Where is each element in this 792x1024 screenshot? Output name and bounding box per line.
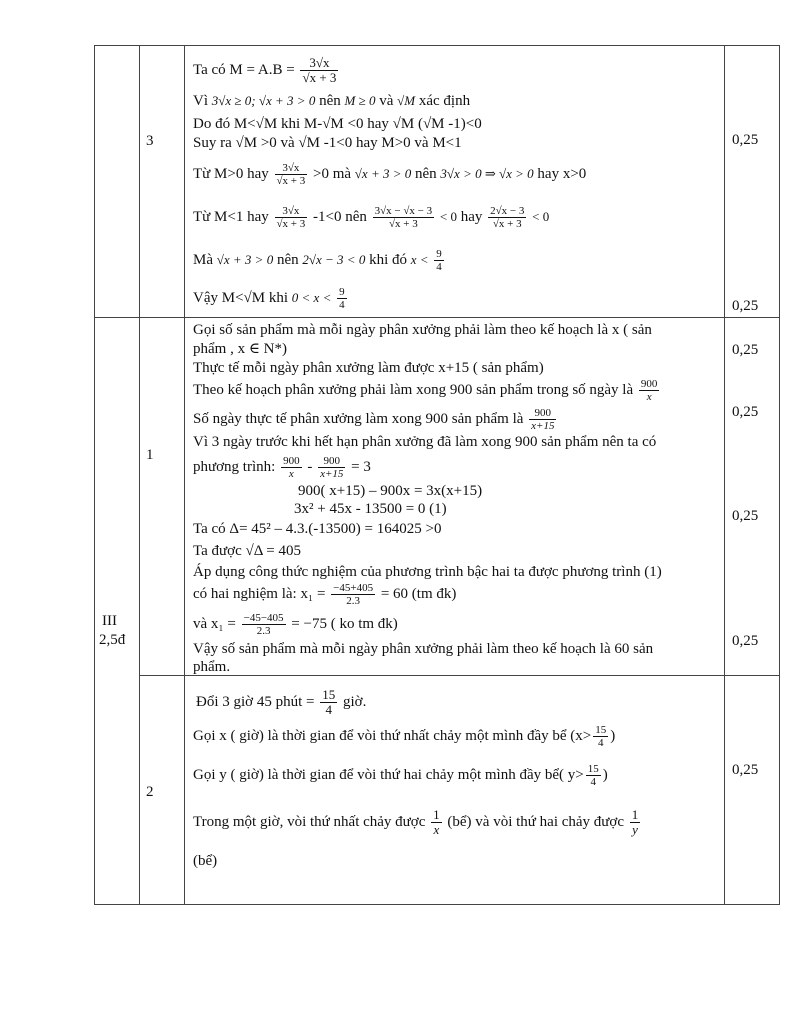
r2-line-2: phẩm , x ∈ N*) — [193, 341, 288, 357]
score-r2-d: 0,25 — [732, 633, 759, 649]
numerator: 3√x — [275, 205, 308, 218]
question-number-1: 1 — [146, 447, 154, 463]
table-divider-score — [724, 45, 725, 905]
math: 3√x > 0 ⇒ √x > 0 — [440, 165, 534, 181]
denominator: 4 — [436, 261, 442, 273]
r1-line-4: Suy ra √M >0 và √M -1<0 hay M>0 và M<1 — [193, 135, 462, 151]
score-r2-c: 0,25 — [732, 508, 759, 524]
fraction-combined — [373, 205, 434, 230]
r2-line-13 — [193, 582, 456, 607]
r2-line-16: phẩm. — [193, 659, 231, 675]
numerator: 1 — [631, 807, 639, 822]
math: 0 < x < — [291, 289, 332, 305]
condition: 3√x ≥ 0; √x + 3 > 0 — [211, 93, 316, 108]
r2-line-15: Vậy số sản phẩm mà mỗi ngày phân xưởng phải làm theo kế hoạch là 60 sản — [193, 641, 654, 657]
fraction-900-x15-b — [318, 455, 345, 480]
text: nên — [415, 165, 437, 182]
denominator: x — [646, 391, 652, 403]
math: √x + 3 > 0 — [216, 251, 274, 267]
text: Ta có M = A.B = — [193, 61, 295, 78]
denominator: 4 — [597, 737, 604, 749]
r1-line-3: Do đó M<√M khi M-√M <0 hay √M (√M -1)<0 — [193, 116, 482, 132]
r2-line-7 — [193, 455, 371, 480]
denominator: √x + 3 — [388, 218, 418, 230]
denominator: 4 — [590, 776, 596, 788]
r2-line-1: Gọi số sản phẩm mà mỗi ngày phân xưởng phải làm theo kế hoạch là x ( sản — [193, 322, 652, 338]
text: có hai nghiệm là: x₁ = — [193, 585, 326, 602]
r1-line-7 — [193, 248, 446, 273]
r2-line-4 — [193, 378, 661, 403]
text: >0 mà — [313, 165, 352, 182]
numerator: −45−405 — [243, 612, 284, 624]
text: ) — [602, 766, 608, 783]
text: Vậy M<√M khi — [193, 289, 289, 306]
r1-line-8 — [193, 286, 349, 311]
numerator: 900 — [318, 455, 345, 468]
text: Gọi y ( giờ) là thời gian để vòi thứ hai chảy một mình đầy bể( y> — [193, 766, 584, 783]
score-r2-a: 0,25 — [732, 342, 759, 358]
text: khi đó — [369, 251, 407, 268]
fraction-15-4 — [320, 688, 337, 717]
r3-line-5: (bể) — [193, 853, 218, 869]
denominator: √x + 3 — [276, 175, 306, 187]
text: - — [307, 458, 313, 475]
numerator: 15 — [322, 687, 336, 702]
fraction-simplified — [488, 205, 526, 230]
text: Gọi x ( giờ) là thời gian để vòi thứ nhất chảy một mình đầy bể (x> — [193, 727, 592, 744]
text: hay — [460, 208, 483, 225]
r2-line-11: Ta được √Δ = 405 — [193, 543, 302, 559]
math: √M — [397, 93, 416, 108]
table-border-top — [94, 45, 780, 46]
numerator: 2√x − 3 — [490, 205, 525, 217]
r1-line-2 — [193, 92, 470, 110]
denominator: 2.3 — [256, 625, 271, 637]
math: M ≥ 0 — [344, 93, 376, 108]
numerator: 9 — [339, 286, 345, 298]
numerator: 1 — [433, 807, 440, 822]
text: Đổi 3 giờ 45 phút = — [196, 693, 315, 710]
score-r3-a: 0,25 — [732, 762, 759, 778]
table-border-right — [779, 45, 780, 905]
denominator: 2.3 — [346, 595, 360, 607]
r2-line-12: Áp dụng công thức nghiệm của phương trình bậc hai ta được phương trình (1) — [193, 564, 662, 580]
r1-line-1 — [193, 56, 340, 85]
row-divider-1 — [94, 317, 780, 318]
text: giờ. — [342, 693, 367, 710]
r2-line-6: Vì 3 ngày trước khi hết hạn phân xưởng đã làm xong 900 sản phẩm nên ta có — [193, 434, 657, 450]
fraction-15-4-b — [593, 724, 608, 749]
numerator: 900 — [529, 407, 556, 420]
text: nên — [319, 93, 341, 109]
text: Số ngày thực tế phân xưởng làm xong 900 sản phẩm là — [193, 410, 524, 427]
table-border-left — [94, 45, 95, 905]
fraction-mab — [300, 56, 338, 85]
text: = 60 (tm đk) — [380, 585, 457, 602]
denominator: x+15 — [320, 468, 344, 480]
text: Theo kế hoạch phân xưởng phải làm xong 900 sản phẩm trong số ngày là — [193, 381, 634, 398]
numerator: −45+405 — [333, 582, 374, 594]
r2-line-14 — [193, 612, 398, 637]
text: -1<0 nên — [313, 208, 367, 225]
text: nên — [276, 251, 299, 268]
r2-line-3: Thực tế mỗi ngày phân xưởng làm được x+15 ( sản phẩm) — [193, 360, 544, 376]
text: xác định — [418, 93, 471, 109]
denominator: √x + 3 — [276, 218, 306, 230]
r2-line-10: Ta có Δ= 45² – 4.3.(-13500) = 164025 >0 — [193, 521, 442, 537]
score-r1-b: 0,25 — [732, 298, 759, 314]
numerator: 900 — [640, 378, 658, 390]
r3-line-1 — [196, 688, 366, 717]
text: = 3 — [351, 458, 371, 475]
math: < 0 — [532, 208, 550, 224]
denominator: y — [632, 822, 638, 837]
fraction-mab-2 — [275, 162, 308, 187]
text: Mà — [193, 251, 213, 268]
text: phương trình: — [193, 458, 276, 475]
r3-line-2 — [193, 724, 615, 749]
denominator: 4 — [339, 299, 345, 311]
section-label: III — [102, 613, 117, 629]
math: < 0 — [439, 208, 457, 224]
fraction-900-x15 — [529, 407, 556, 432]
row-divider-2 — [139, 675, 780, 676]
question-number-2: 2 — [146, 784, 154, 800]
section-points: 2,5đ — [99, 632, 126, 648]
r1-line-5 — [193, 162, 586, 187]
text: và x₁ = — [193, 615, 236, 632]
numerator: 3√x — [275, 162, 308, 175]
numerator: 9 — [436, 248, 442, 260]
text: Từ M<1 hay — [193, 208, 269, 225]
math: x < — [410, 251, 429, 267]
text: và — [379, 93, 394, 109]
fraction-9-4-b — [337, 286, 347, 311]
r2-line-9: 3x² + 45x - 13500 = 0 (1) — [294, 501, 447, 517]
table-divider-section — [139, 45, 140, 905]
r1-line-6 — [193, 205, 549, 230]
text: Vì — [193, 93, 208, 109]
denominator: x — [433, 822, 440, 837]
numerator: 15 — [595, 724, 607, 736]
table-border-bottom — [94, 904, 780, 905]
score-r1-a: 0,25 — [732, 132, 759, 148]
numerator: 15 — [587, 763, 599, 775]
numerator: 900 — [283, 455, 300, 467]
math: 2√x − 3 < 0 — [302, 251, 366, 267]
numerator: 3√x − √x − 3 — [374, 205, 433, 217]
fraction-900-x — [639, 378, 660, 403]
text: ) — [610, 727, 616, 744]
denominator: √x + 3 — [302, 70, 337, 85]
fraction-900-x-b — [281, 455, 302, 480]
score-r2-b: 0,25 — [732, 404, 759, 420]
denominator: x+15 — [531, 420, 555, 432]
r2-line-5 — [193, 407, 558, 432]
text: Từ M>0 hay — [193, 165, 269, 182]
r3-line-4 — [193, 808, 642, 837]
fraction-mab-3 — [275, 205, 308, 230]
denominator: √x + 3 — [492, 218, 522, 230]
fraction-9-4 — [434, 248, 444, 273]
denominator: x — [288, 468, 294, 480]
question-number-3: 3 — [146, 133, 154, 149]
math: √x + 3 > 0 — [354, 165, 412, 181]
numerator: 3√x — [300, 56, 338, 71]
text: hay x>0 — [537, 165, 587, 182]
fraction-root-2 — [242, 612, 286, 637]
text: (bể) và vòi thứ hai chảy được — [447, 813, 625, 830]
text: = −75 ( ko tm đk) — [291, 615, 398, 632]
table-divider-question — [184, 45, 185, 905]
fraction-1-y — [630, 808, 641, 837]
fraction-root-1 — [331, 582, 375, 607]
denominator: 4 — [325, 702, 332, 717]
text: Trong một giờ, vòi thứ nhất chảy được — [193, 813, 426, 830]
fraction-1-x — [431, 808, 442, 837]
r2-line-8: 900( x+15) – 900x = 3x(x+15) — [298, 483, 483, 499]
fraction-15-4-c — [586, 763, 601, 788]
r3-line-3 — [193, 763, 608, 788]
